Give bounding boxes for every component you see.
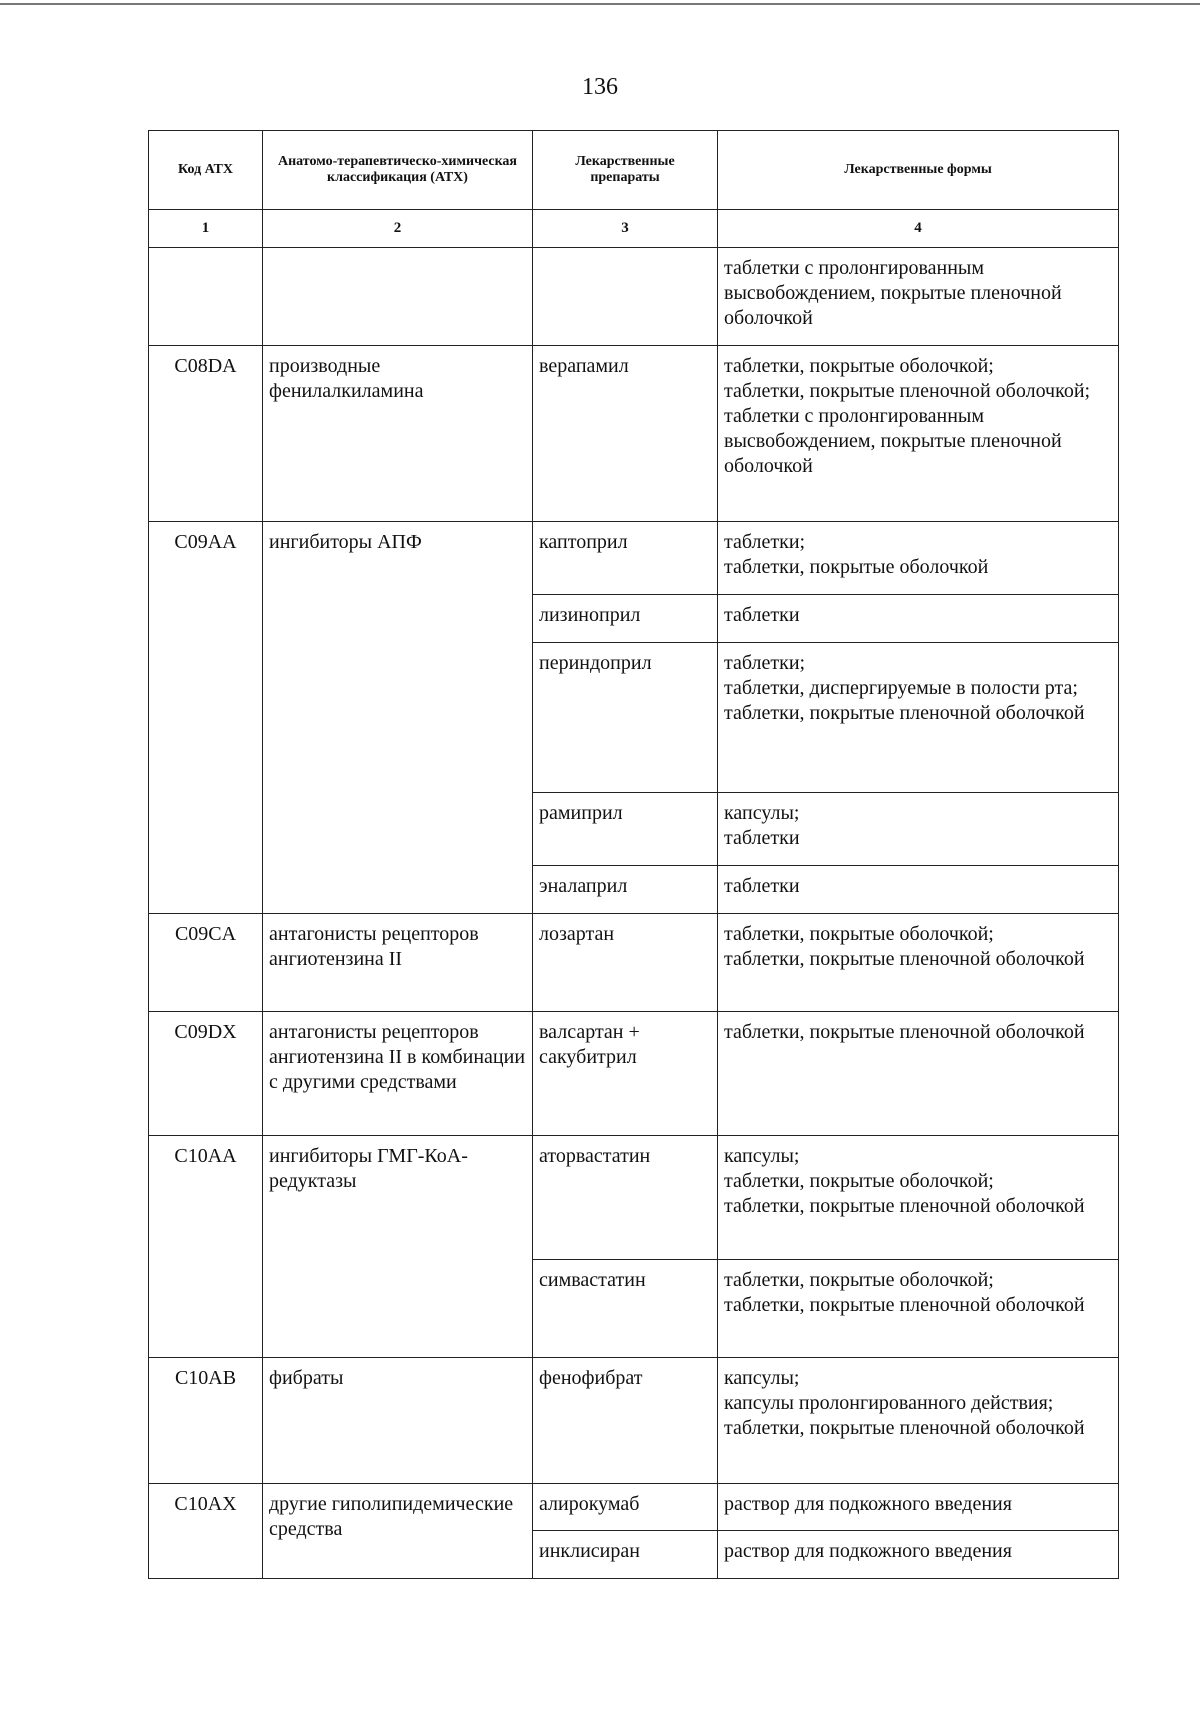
dosage-forms xyxy=(718,346,1119,522)
dosage-forms xyxy=(718,643,1119,793)
dosage-forms: таблетки xyxy=(718,595,1119,643)
atx-code: C10AB xyxy=(149,1358,263,1484)
drug-name: валсартан + сакубитрил xyxy=(533,1012,718,1136)
column-number: 2 xyxy=(263,210,533,248)
drug-cell xyxy=(533,248,718,346)
table-row xyxy=(149,1012,1119,1136)
forms-cell: таблетки с пролонгированным высвобождением, покрытые пленочной оболочкой xyxy=(718,248,1119,346)
header-classification: Анатомо-терапевтическо-химическая классификация (АТХ) xyxy=(263,131,533,210)
table-row xyxy=(149,248,1119,346)
atx-code: C09CA xyxy=(149,914,263,1012)
dosage-forms xyxy=(718,793,1119,866)
atx-code: C10AA xyxy=(149,1136,263,1358)
drug-name: верапамил xyxy=(533,346,718,522)
header-row xyxy=(149,131,1119,210)
form-line: капсулы; xyxy=(724,1367,800,1389)
header-drugs: Лекарственные препараты xyxy=(533,131,718,210)
code-cell xyxy=(149,248,263,346)
form-line: таблетки, покрытые пленочной оболочкой xyxy=(724,1195,1085,1217)
form-line: капсулы; xyxy=(724,1145,800,1167)
dosage-forms: таблетки, покрытые пленочной оболочкой xyxy=(718,1012,1119,1136)
drug-name: рамиприл xyxy=(533,793,718,866)
atx-class: антагонисты рецепторов ангиотензина II xyxy=(263,914,533,1012)
dosage-forms xyxy=(718,1260,1119,1358)
drug-name: периндоприл xyxy=(533,643,718,793)
scan-edge-line xyxy=(0,3,1200,5)
drug-name: эналаприл xyxy=(533,866,718,914)
form-line: таблетки, покрытые пленочной оболочкой; xyxy=(724,380,1091,402)
drug-name: лизиноприл xyxy=(533,595,718,643)
form-line: капсулы; xyxy=(724,802,800,824)
atx-class: ингибиторы АПФ xyxy=(263,522,533,914)
drug-name: аторвастатин xyxy=(533,1136,718,1260)
table-row xyxy=(149,522,1119,595)
form-line: таблетки, покрытые оболочкой xyxy=(724,556,989,578)
column-number: 1 xyxy=(149,210,263,248)
form-line: таблетки, покрытые пленочной оболочкой xyxy=(724,1417,1085,1439)
atx-class xyxy=(263,1012,533,1136)
header-code: Код АТХ xyxy=(149,131,263,210)
atx-code: C08DA xyxy=(149,346,263,522)
class-cell xyxy=(263,248,533,346)
atx-code: C09AA xyxy=(149,522,263,914)
form-line: таблетки, покрытые оболочкой; xyxy=(724,923,994,945)
form-line: таблетки xyxy=(724,827,800,849)
dosage-forms xyxy=(718,1358,1119,1484)
drug-name: симвастатин xyxy=(533,1260,718,1358)
atx-table xyxy=(148,130,1119,1579)
form-line: таблетки, покрытые пленочной оболочкой xyxy=(724,702,1085,724)
page-number: 136 xyxy=(582,74,618,100)
dosage-forms xyxy=(718,522,1119,595)
form-line: таблетки, покрытые оболочкой; xyxy=(724,1170,994,1192)
drug-name: фенофибрат xyxy=(533,1358,718,1484)
dosage-forms: раствор для подкожного введения xyxy=(718,1484,1119,1531)
form-line: таблетки, покрытые пленочной оболочкой xyxy=(724,1294,1085,1316)
column-number-row xyxy=(149,210,1119,248)
form-line: таблетки с пролонгированным высвобождением, покрытые пленочной оболочкой xyxy=(724,405,1062,477)
drug-name: инклисиран xyxy=(533,1531,718,1579)
column-number: 4 xyxy=(718,210,1119,248)
drug-name: алирокумаб xyxy=(533,1484,718,1531)
table-row xyxy=(149,1358,1119,1484)
atx-class: фибраты xyxy=(263,1358,533,1484)
form-line: таблетки, покрытые оболочкой; xyxy=(724,1269,994,1291)
table-row xyxy=(149,914,1119,1012)
column-number: 3 xyxy=(533,210,718,248)
form-line: таблетки, покрытые пленочной оболочкой xyxy=(724,948,1085,970)
class-line: с другими средствами xyxy=(269,1071,457,1093)
form-line: таблетки; xyxy=(724,531,806,553)
class-line: антагонисты рецепторов ангиотензина II в комбинации xyxy=(269,1021,526,1068)
table-row xyxy=(149,1136,1119,1260)
atx-code: C09DX xyxy=(149,1012,263,1136)
dosage-forms xyxy=(718,1136,1119,1260)
drug-name: лозартан xyxy=(533,914,718,1012)
dosage-forms xyxy=(718,914,1119,1012)
header-forms: Лекарственные формы xyxy=(718,131,1119,210)
drug-name: каптоприл xyxy=(533,522,718,595)
dosage-forms: раствор для подкожного введения xyxy=(718,1531,1119,1579)
form-line: таблетки, диспергируемые в полости рта; xyxy=(724,677,1078,699)
table-row xyxy=(149,346,1119,522)
table-row xyxy=(149,1484,1119,1531)
atx-class: производные фенилалкиламина xyxy=(263,346,533,522)
atx-class: ингибиторы ГМГ-КоА-редуктазы xyxy=(263,1136,533,1358)
form-line: капсулы пролонгированного действия; xyxy=(724,1392,1054,1414)
form-line: таблетки, покрытые оболочкой; xyxy=(724,355,994,377)
atx-class: другие гиполипидемические средства xyxy=(263,1484,533,1579)
atx-code: C10AX xyxy=(149,1484,263,1579)
dosage-forms: таблетки xyxy=(718,866,1119,914)
form-line: таблетки; xyxy=(724,652,806,674)
